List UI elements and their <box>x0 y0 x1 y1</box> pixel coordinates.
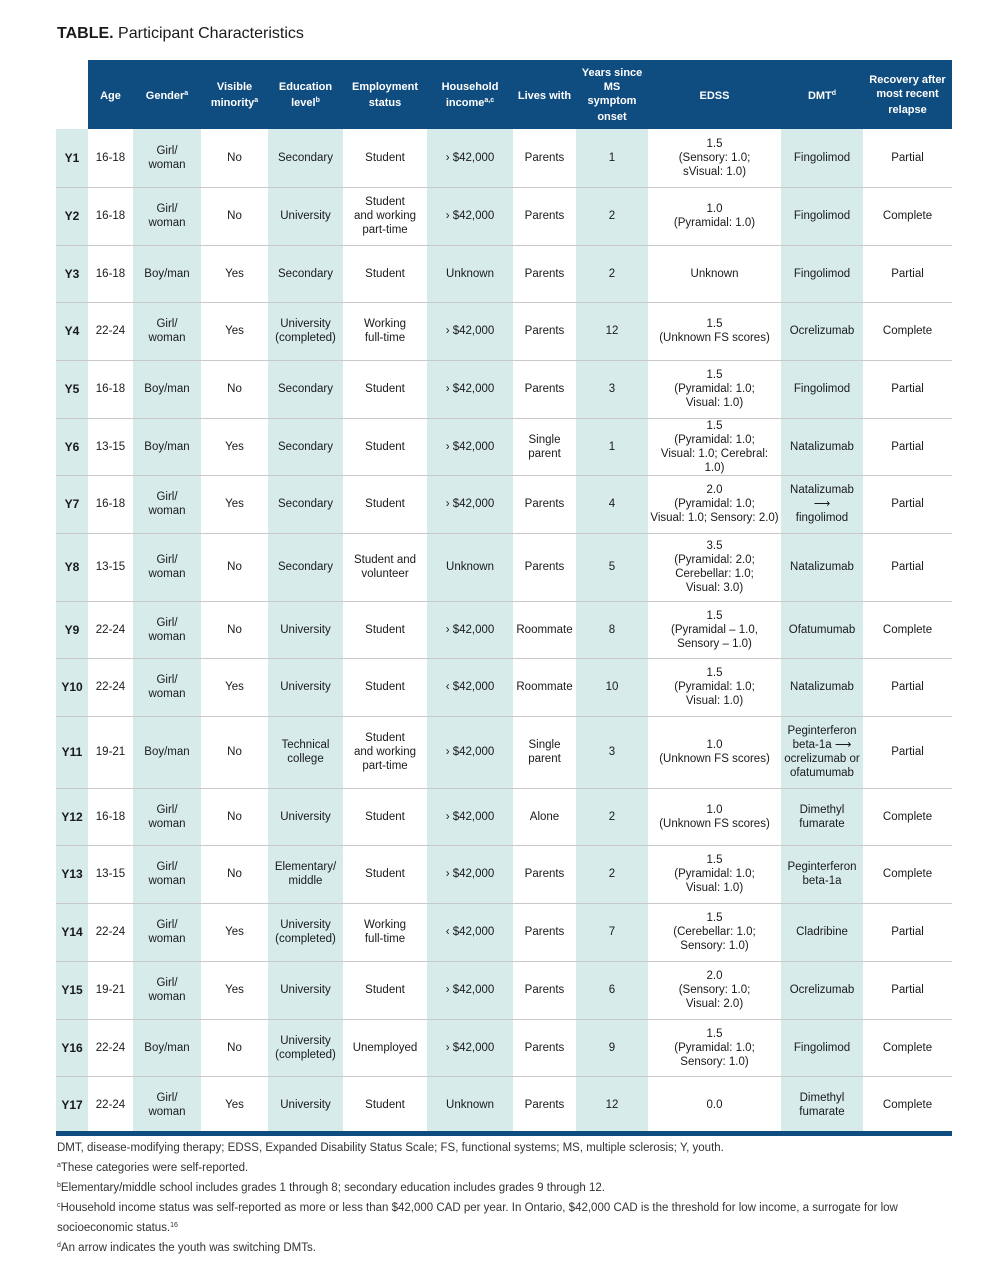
cell-lives-with: Parents <box>513 245 576 302</box>
cell-employment: Student <box>343 1076 427 1133</box>
cell-years-since-onset: 9 <box>576 1019 648 1076</box>
cell-dmt: Natalizumab ⟶ fingolimod <box>781 475 863 533</box>
cell-recovery: Partial <box>863 961 952 1019</box>
cell-gender: Boy/man <box>133 716 201 788</box>
cell-edss: 2.0 (Sensory: 1.0; Visual: 2.0) <box>648 961 781 1019</box>
cell-age: 13-15 <box>88 845 133 903</box>
cell-employment: Unemployed <box>343 1019 427 1076</box>
cell-education: Secondary <box>268 533 343 601</box>
cell-income: Unknown <box>427 1076 513 1133</box>
table-row <box>56 601 952 658</box>
cell-age: 22-24 <box>88 302 133 360</box>
cell-recovery: Partial <box>863 245 952 302</box>
col-header-years-since-onset: Years since MS symptom onset <box>576 60 648 129</box>
cell-edss: 2.0 (Pyramidal: 1.0; Visual: 1.0; Sensory: 2.0) <box>648 475 781 533</box>
cell-age: 13-15 <box>88 533 133 601</box>
cell-income: › $42,000 <box>427 187 513 245</box>
corner-cell <box>56 60 88 129</box>
table-row <box>56 129 952 187</box>
table-row <box>56 360 952 418</box>
cell-employment: Student and volunteer <box>343 533 427 601</box>
cell-visible-minority: No <box>201 845 268 903</box>
cell-lives-with: Roommate <box>513 658 576 716</box>
cell-years-since-onset: 10 <box>576 658 648 716</box>
table-row <box>56 245 952 302</box>
cell-recovery: Partial <box>863 129 952 187</box>
cell-lives-with: Parents <box>513 845 576 903</box>
header-row <box>56 60 952 129</box>
cell-education: University <box>268 788 343 845</box>
table-row <box>56 716 952 788</box>
row-id: Y6 <box>56 418 88 475</box>
cell-income: Unknown <box>427 533 513 601</box>
cell-dmt: Fingolimod <box>781 129 863 187</box>
cell-lives-with: Single parent <box>513 418 576 475</box>
cell-visible-minority: No <box>201 601 268 658</box>
cell-years-since-onset: 1 <box>576 129 648 187</box>
cell-recovery: Complete <box>863 302 952 360</box>
cell-dmt: Fingolimod <box>781 187 863 245</box>
row-id: Y9 <box>56 601 88 658</box>
cell-gender: Girl/ woman <box>133 129 201 187</box>
table-row <box>56 418 952 475</box>
cell-edss: 1.0 (Unknown FS scores) <box>648 788 781 845</box>
cell-age: 22-24 <box>88 658 133 716</box>
cell-income: › $42,000 <box>427 961 513 1019</box>
cell-recovery: Partial <box>863 418 952 475</box>
cell-edss: 1.5 (Unknown FS scores) <box>648 302 781 360</box>
cell-employment: Student <box>343 845 427 903</box>
cell-employment: Student <box>343 129 427 187</box>
cell-visible-minority: Yes <box>201 903 268 961</box>
cell-education: University <box>268 961 343 1019</box>
cell-edss: 1.0 (Pyramidal: 1.0) <box>648 187 781 245</box>
cell-dmt: Ocrelizumab <box>781 302 863 360</box>
col-header-education: Education level$^b$ <box>268 60 343 129</box>
cell-income: › $42,000 <box>427 418 513 475</box>
cell-age: 16-18 <box>88 788 133 845</box>
cell-lives-with: Parents <box>513 903 576 961</box>
cell-dmt: Natalizumab <box>781 418 863 475</box>
cell-dmt: Natalizumab <box>781 658 863 716</box>
cell-lives-with: Parents <box>513 360 576 418</box>
cell-dmt: Peginterferon beta-1a ⟶ ocrelizumab or ofatumumab <box>781 716 863 788</box>
col-header-income: Household income$^{a,c}$ <box>427 60 513 129</box>
col-header-dmt: DMT$^d$ <box>781 60 863 129</box>
cell-gender: Boy/man <box>133 360 201 418</box>
footnote-a: $^a$These categories were self-reported. <box>57 1162 249 1174</box>
cell-edss: 1.5 (Sensory: 1.0; sVisual: 1.0) <box>648 129 781 187</box>
footnote-c: $^c$Household income status was self-reported as more or less than $42,000 CAD per year. In Ontario, $42,000 CAD is the threshold for low income, a surrogate for low socioeconomic status.$^{16}$ <box>57 1202 898 1234</box>
cell-gender: Girl/ woman <box>133 961 201 1019</box>
cell-education: Secondary <box>268 360 343 418</box>
cell-dmt: Cladribine <box>781 903 863 961</box>
cell-years-since-onset: 1 <box>576 418 648 475</box>
cell-dmt: Fingolimod <box>781 245 863 302</box>
cell-recovery: Partial <box>863 533 952 601</box>
cell-years-since-onset: 7 <box>576 903 648 961</box>
cell-visible-minority: No <box>201 716 268 788</box>
cell-employment: Student <box>343 360 427 418</box>
cell-education: Secondary <box>268 418 343 475</box>
cell-years-since-onset: 12 <box>576 302 648 360</box>
cell-lives-with: Alone <box>513 788 576 845</box>
cell-lives-with: Roommate <box>513 601 576 658</box>
cell-visible-minority: Yes <box>201 475 268 533</box>
cell-education: Secondary <box>268 245 343 302</box>
row-id: Y5 <box>56 360 88 418</box>
cell-education: University <box>268 601 343 658</box>
cell-visible-minority: Yes <box>201 302 268 360</box>
row-id: Y7 <box>56 475 88 533</box>
cell-gender: Boy/man <box>133 1019 201 1076</box>
col-header-edss: EDSS <box>648 60 781 129</box>
cell-education: University <box>268 187 343 245</box>
cell-edss: 1.5 (Pyramidal: 1.0; Visual: 1.0) <box>648 658 781 716</box>
cell-years-since-onset: 6 <box>576 961 648 1019</box>
cell-employment: Student and working part-time <box>343 716 427 788</box>
cell-dmt: Dimethyl fumarate <box>781 788 863 845</box>
cell-dmt: Fingolimod <box>781 360 863 418</box>
cell-age: 19-21 <box>88 716 133 788</box>
cell-gender: Girl/ woman <box>133 903 201 961</box>
cell-lives-with: Parents <box>513 961 576 1019</box>
row-id: Y13 <box>56 845 88 903</box>
col-header-lives-with: Lives with <box>513 60 576 129</box>
cell-employment: Student <box>343 961 427 1019</box>
cell-gender: Girl/ woman <box>133 788 201 845</box>
cell-recovery: Complete <box>863 601 952 658</box>
cell-income: › $42,000 <box>427 601 513 658</box>
cell-dmt: Peginterferon beta-1a <box>781 845 863 903</box>
cell-dmt: Ofatumumab <box>781 601 863 658</box>
cell-recovery: Complete <box>863 187 952 245</box>
table-title <box>57 25 304 43</box>
cell-years-since-onset: 4 <box>576 475 648 533</box>
cell-employment: Student <box>343 658 427 716</box>
table-row <box>56 1076 952 1133</box>
cell-employment: Student <box>343 601 427 658</box>
cell-employment: Student and working part-time <box>343 187 427 245</box>
cell-visible-minority: Yes <box>201 245 268 302</box>
cell-edss: 1.5 (Pyramidal – 1.0, Sensory – 1.0) <box>648 601 781 658</box>
cell-visible-minority: Yes <box>201 418 268 475</box>
table-row <box>56 903 952 961</box>
cell-employment: Student <box>343 788 427 845</box>
cell-gender: Girl/ woman <box>133 845 201 903</box>
cell-edss: 1.5 (Pyramidal: 1.0; Visual: 1.0; Cerebral: 1.0) <box>648 418 781 475</box>
cell-age: 22-24 <box>88 601 133 658</box>
cell-gender: Girl/ woman <box>133 475 201 533</box>
cell-visible-minority: Yes <box>201 1076 268 1133</box>
cell-edss: 0.0 <box>648 1076 781 1133</box>
row-id: Y4 <box>56 302 88 360</box>
row-id: Y3 <box>56 245 88 302</box>
cell-years-since-onset: 8 <box>576 601 648 658</box>
cell-gender: Girl/ woman <box>133 187 201 245</box>
row-id: Y12 <box>56 788 88 845</box>
cell-recovery: Partial <box>863 658 952 716</box>
table-row <box>56 1019 952 1076</box>
table-row <box>56 475 952 533</box>
table-bottom-rule <box>56 1131 952 1136</box>
col-header-recovery: Recovery after most recent relapse <box>863 60 952 129</box>
participant-table <box>56 60 952 1134</box>
col-header-age: Age <box>88 60 133 129</box>
cell-income: › $42,000 <box>427 360 513 418</box>
cell-lives-with: Parents <box>513 1019 576 1076</box>
cell-education: University <box>268 658 343 716</box>
cell-employment: Working full-time <box>343 903 427 961</box>
cell-age: 16-18 <box>88 245 133 302</box>
cell-recovery: Complete <box>863 788 952 845</box>
cell-gender: Girl/ woman <box>133 601 201 658</box>
cell-income: › $42,000 <box>427 1019 513 1076</box>
row-id: Y16 <box>56 1019 88 1076</box>
cell-visible-minority: Yes <box>201 658 268 716</box>
cell-income: › $42,000 <box>427 475 513 533</box>
cell-recovery: Complete <box>863 845 952 903</box>
table-row <box>56 302 952 360</box>
cell-years-since-onset: 5 <box>576 533 648 601</box>
cell-lives-with: Single parent <box>513 716 576 788</box>
cell-lives-with: Parents <box>513 475 576 533</box>
cell-age: 16-18 <box>88 129 133 187</box>
cell-visible-minority: No <box>201 1019 268 1076</box>
cell-edss: Unknown <box>648 245 781 302</box>
cell-gender: Boy/man <box>133 245 201 302</box>
cell-dmt: Ocrelizumab <box>781 961 863 1019</box>
cell-gender: Girl/ woman <box>133 302 201 360</box>
footnote-b: $^b$Elementary/middle school includes grades 1 through 8; secondary education includes grades 9 through 12. <box>57 1182 605 1194</box>
cell-employment: Student <box>343 475 427 533</box>
cell-recovery: Partial <box>863 903 952 961</box>
table-label: TABLE. <box>57 25 114 42</box>
cell-recovery: Partial <box>863 360 952 418</box>
cell-gender: Girl/ woman <box>133 533 201 601</box>
cell-age: 16-18 <box>88 360 133 418</box>
cell-gender: Girl/ woman <box>133 658 201 716</box>
table-caption: Participant Characteristics <box>118 25 304 42</box>
cell-dmt: Fingolimod <box>781 1019 863 1076</box>
cell-education: University (completed) <box>268 1019 343 1076</box>
cell-gender: Girl/ woman <box>133 1076 201 1133</box>
cell-income: ‹ $42,000 <box>427 903 513 961</box>
cell-recovery: Complete <box>863 1076 952 1133</box>
table-row <box>56 845 952 903</box>
cell-income: › $42,000 <box>427 716 513 788</box>
cell-edss: 1.0 (Unknown FS scores) <box>648 716 781 788</box>
cell-employment: Student <box>343 418 427 475</box>
table-footnotes <box>57 1139 957 1257</box>
cell-years-since-onset: 12 <box>576 1076 648 1133</box>
cell-income: › $42,000 <box>427 788 513 845</box>
cell-edss: 1.5 (Cerebellar: 1.0; Sensory: 1.0) <box>648 903 781 961</box>
cell-income: ‹ $42,000 <box>427 658 513 716</box>
cell-years-since-onset: 2 <box>576 187 648 245</box>
cell-education: Elementary/ middle <box>268 845 343 903</box>
cell-lives-with: Parents <box>513 1076 576 1133</box>
cell-age: 22-24 <box>88 1076 133 1133</box>
cell-education: University (completed) <box>268 903 343 961</box>
cell-visible-minority: No <box>201 788 268 845</box>
cell-years-since-onset: 3 <box>576 716 648 788</box>
cell-income: › $42,000 <box>427 845 513 903</box>
cell-age: 19-21 <box>88 961 133 1019</box>
cell-edss: 1.5 (Pyramidal: 1.0; Visual: 1.0) <box>648 845 781 903</box>
cell-edss: 1.5 (Pyramidal: 1.0; Sensory: 1.0) <box>648 1019 781 1076</box>
cell-age: 16-18 <box>88 475 133 533</box>
cell-edss: 3.5 (Pyramidal: 2.0; Cerebellar: 1.0; Visual: 3.0) <box>648 533 781 601</box>
row-id: Y14 <box>56 903 88 961</box>
cell-education: Secondary <box>268 475 343 533</box>
cell-education: Technical college <box>268 716 343 788</box>
cell-visible-minority: Yes <box>201 961 268 1019</box>
cell-recovery: Partial <box>863 716 952 788</box>
row-id: Y11 <box>56 716 88 788</box>
cell-years-since-onset: 2 <box>576 845 648 903</box>
row-id: Y17 <box>56 1076 88 1133</box>
cell-recovery: Partial <box>863 475 952 533</box>
table-row <box>56 658 952 716</box>
col-header-visible-minority: Visible minority$^a$ <box>201 60 268 129</box>
cell-age: 13-15 <box>88 418 133 475</box>
cell-education: Secondary <box>268 129 343 187</box>
footnote-d: $^d$An arrow indicates the youth was switching DMTs. <box>57 1242 316 1254</box>
row-id: Y8 <box>56 533 88 601</box>
cell-dmt: Dimethyl fumarate <box>781 1076 863 1133</box>
row-id: Y2 <box>56 187 88 245</box>
cell-age: 16-18 <box>88 187 133 245</box>
cell-lives-with: Parents <box>513 187 576 245</box>
table-row <box>56 961 952 1019</box>
cell-edss: 1.5 (Pyramidal: 1.0; Visual: 1.0) <box>648 360 781 418</box>
row-id: Y10 <box>56 658 88 716</box>
table-row <box>56 187 952 245</box>
cell-years-since-onset: 2 <box>576 788 648 845</box>
footnote-abbreviations: DMT, disease-modifying therapy; EDSS, Expanded Disability Status Scale; FS, functional systems; MS, multiple sclerosis; Y, youth. <box>57 1142 724 1154</box>
cell-age: 22-24 <box>88 1019 133 1076</box>
cell-education: University (completed) <box>268 302 343 360</box>
cell-age: 22-24 <box>88 903 133 961</box>
cell-gender: Boy/man <box>133 418 201 475</box>
row-id: Y1 <box>56 129 88 187</box>
cell-employment: Student <box>343 245 427 302</box>
cell-dmt: Natalizumab <box>781 533 863 601</box>
row-id: Y15 <box>56 961 88 1019</box>
col-header-employment: Employment status <box>343 60 427 129</box>
cell-recovery: Complete <box>863 1019 952 1076</box>
cell-visible-minority: No <box>201 129 268 187</box>
table-row <box>56 788 952 845</box>
cell-income: › $42,000 <box>427 302 513 360</box>
cell-income: › $42,000 <box>427 129 513 187</box>
cell-visible-minority: No <box>201 533 268 601</box>
cell-years-since-onset: 2 <box>576 245 648 302</box>
cell-lives-with: Parents <box>513 129 576 187</box>
cell-lives-with: Parents <box>513 302 576 360</box>
table-row <box>56 533 952 601</box>
table-body <box>56 129 952 1133</box>
cell-income: Unknown <box>427 245 513 302</box>
cell-lives-with: Parents <box>513 533 576 601</box>
cell-employment: Working full-time <box>343 302 427 360</box>
cell-visible-minority: No <box>201 187 268 245</box>
cell-years-since-onset: 3 <box>576 360 648 418</box>
cell-education: University <box>268 1076 343 1133</box>
cell-visible-minority: No <box>201 360 268 418</box>
col-header-gender: Gender$^a$ <box>133 60 201 129</box>
